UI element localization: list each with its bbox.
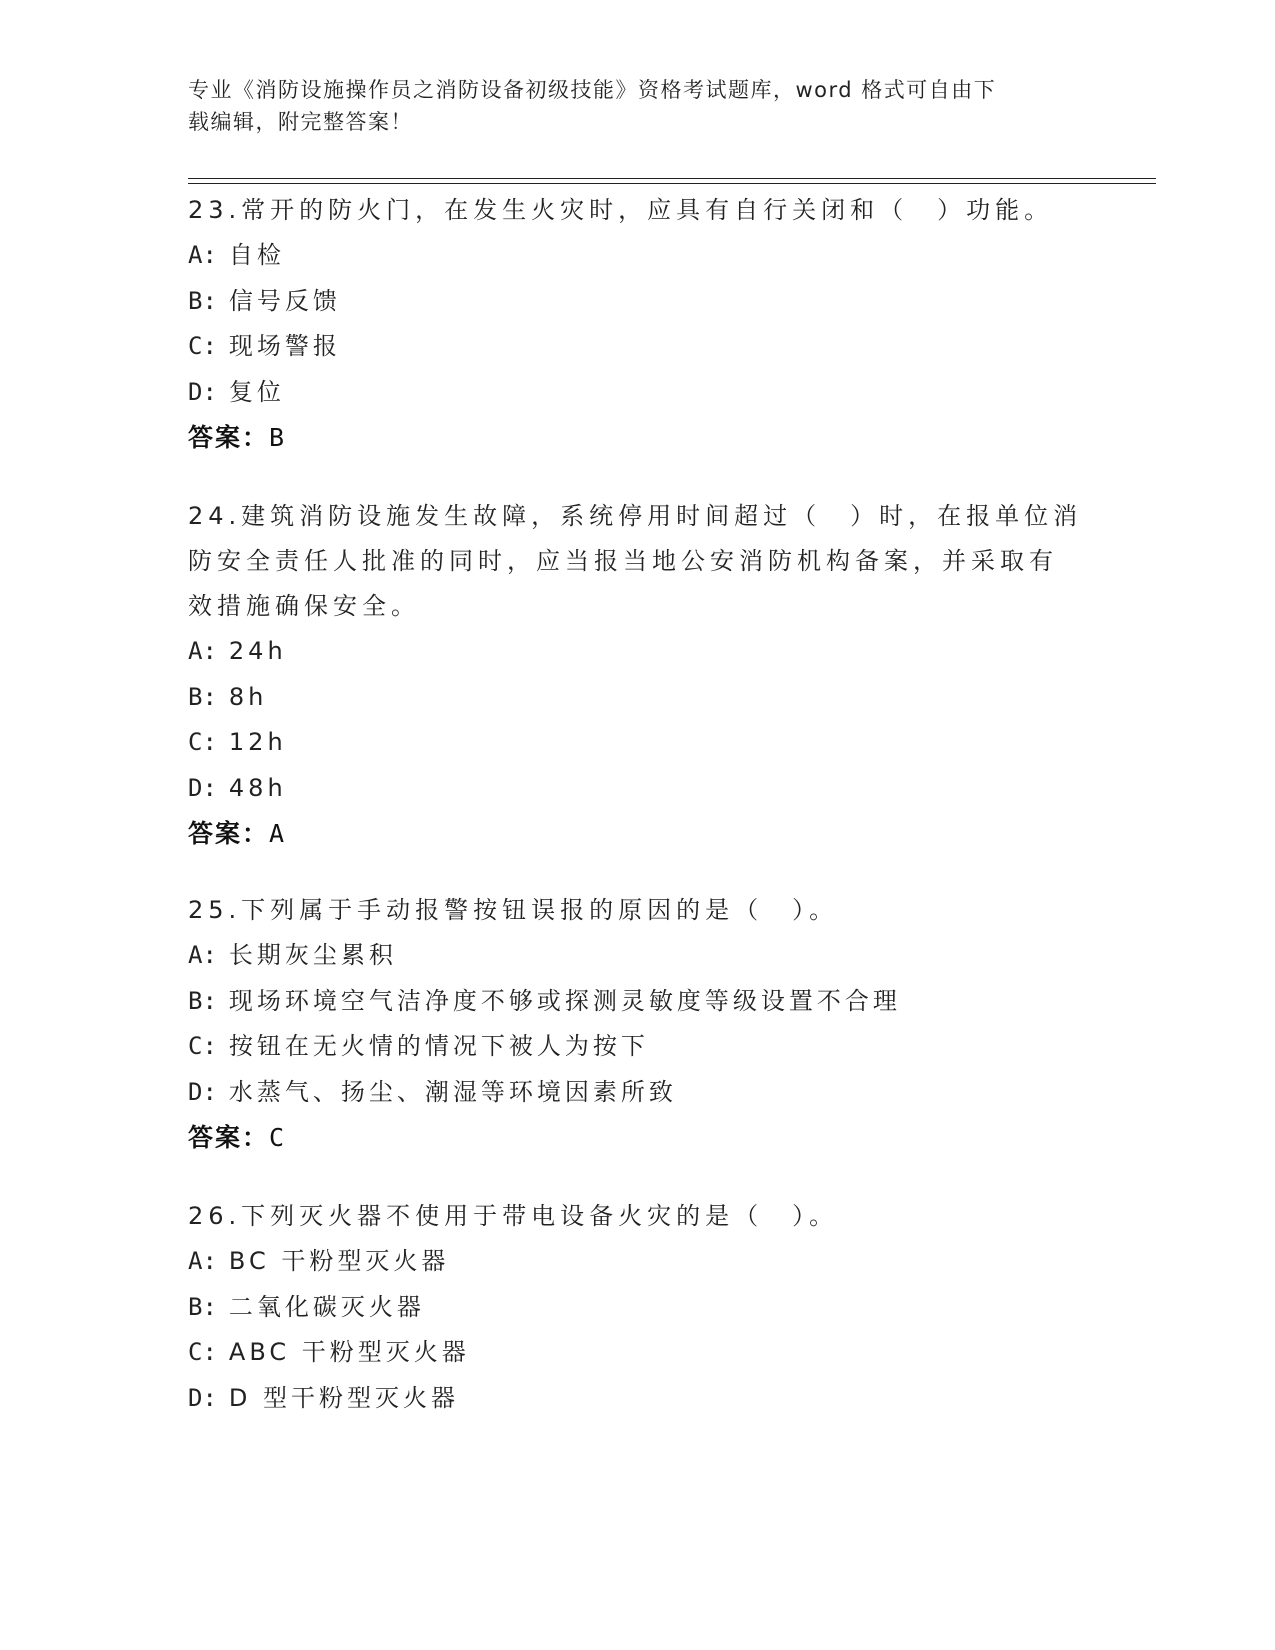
option-key: B: <box>188 986 217 1015</box>
option-key: C: <box>188 728 217 756</box>
option-d <box>188 1070 1088 1116</box>
answer-value: C <box>269 1123 287 1152</box>
option-text: 现场环境空气洁净度不够或探测灵敏度等级设置不合理 <box>228 986 901 1015</box>
answer-label: 答案： <box>188 1123 270 1152</box>
header-line-1: 专业《消防设施操作员之消防设备初级技能》资格考试题库，word 格式可自由下 <box>188 78 997 102</box>
option-text: 复位 <box>228 377 285 406</box>
option-key: A: <box>188 241 217 269</box>
question-stem <box>188 188 1088 233</box>
option-key: C: <box>188 1338 217 1366</box>
option-key: B: <box>188 682 217 711</box>
option-text: 现场警报 <box>228 332 341 360</box>
option-text: 二氧化碳灭火器 <box>228 1292 425 1321</box>
option-a <box>188 629 1088 675</box>
question-23 <box>188 188 1088 461</box>
question-stem <box>188 1194 1088 1239</box>
option-b <box>188 979 1088 1025</box>
answer-value: A <box>269 819 287 848</box>
option-text: 长期灰尘累积 <box>228 941 397 969</box>
option-key: D: <box>188 1077 217 1106</box>
answer-label: 答案： <box>188 423 270 452</box>
option-a <box>188 1239 1088 1285</box>
option-text: BC 干粉型灭火器 <box>228 1247 450 1275</box>
answer-line <box>188 415 1088 461</box>
option-d <box>188 370 1088 416</box>
question-26 <box>188 1194 1088 1421</box>
option-text: 24h <box>228 637 287 665</box>
option-c <box>188 1024 1088 1070</box>
question-stem-line: 26.下列灭火器不使用于带电设备火灾的是（ ）。 <box>188 1202 839 1230</box>
option-c <box>188 324 1088 370</box>
question-stem-line: 24.建筑消防设施发生故障，系统停用时间超过（ ）时，在报单位消 <box>188 502 1083 530</box>
option-a <box>188 933 1088 979</box>
document-header <box>188 74 1068 138</box>
option-c <box>188 1330 1088 1376</box>
option-b <box>188 675 1088 721</box>
option-key: A: <box>188 941 217 969</box>
option-text: 8h <box>228 682 268 711</box>
option-key: C: <box>188 332 217 360</box>
header-divider-top <box>188 178 1156 179</box>
answer-line <box>188 811 1088 857</box>
question-25 <box>188 888 1088 1161</box>
option-text: ABC 干粉型灭火器 <box>228 1338 470 1366</box>
header-divider-bottom <box>188 183 1156 184</box>
question-stem <box>188 494 1088 629</box>
option-key: B: <box>188 286 217 315</box>
option-key: C: <box>188 1032 217 1060</box>
option-text: 按钮在无火情的情况下被人为按下 <box>228 1032 649 1060</box>
answer-line <box>188 1115 1088 1161</box>
option-d <box>188 766 1088 812</box>
question-stem-line: 效措施确保安全。 <box>188 592 420 620</box>
option-key: D: <box>188 773 217 802</box>
option-b <box>188 1285 1088 1331</box>
option-d <box>188 1376 1088 1422</box>
question-24 <box>188 494 1088 857</box>
option-key: D: <box>188 377 217 406</box>
answer-label: 答案： <box>188 819 270 848</box>
option-b <box>188 279 1088 325</box>
option-text: 48h <box>228 773 287 802</box>
question-stem-line: 23.常开的防火门，在发生火灾时，应具有自行关闭和（ ）功能。 <box>188 196 1054 224</box>
option-key: A: <box>188 637 217 665</box>
question-stem-line: 防安全责任人批准的同时，应当报当地公安消防机构备案，并采取有 <box>188 547 1058 575</box>
question-stem <box>188 888 1088 933</box>
option-text: 12h <box>228 728 287 756</box>
option-key: B: <box>188 1292 217 1321</box>
option-a <box>188 233 1088 279</box>
question-stem-line: 25.下列属于手动报警按钮误报的原因的是（ ）。 <box>188 896 839 924</box>
option-text: 自检 <box>228 241 285 269</box>
option-c <box>188 720 1088 766</box>
option-key: D: <box>188 1383 217 1412</box>
answer-value: B <box>269 423 287 452</box>
option-text: D 型干粉型灭火器 <box>228 1383 460 1412</box>
option-text: 水蒸气、扬尘、潮湿等环境因素所致 <box>228 1077 677 1106</box>
option-text: 信号反馈 <box>228 286 341 315</box>
header-line-2: 载编辑，附完整答案！ <box>188 110 413 134</box>
option-key: A: <box>188 1247 217 1275</box>
